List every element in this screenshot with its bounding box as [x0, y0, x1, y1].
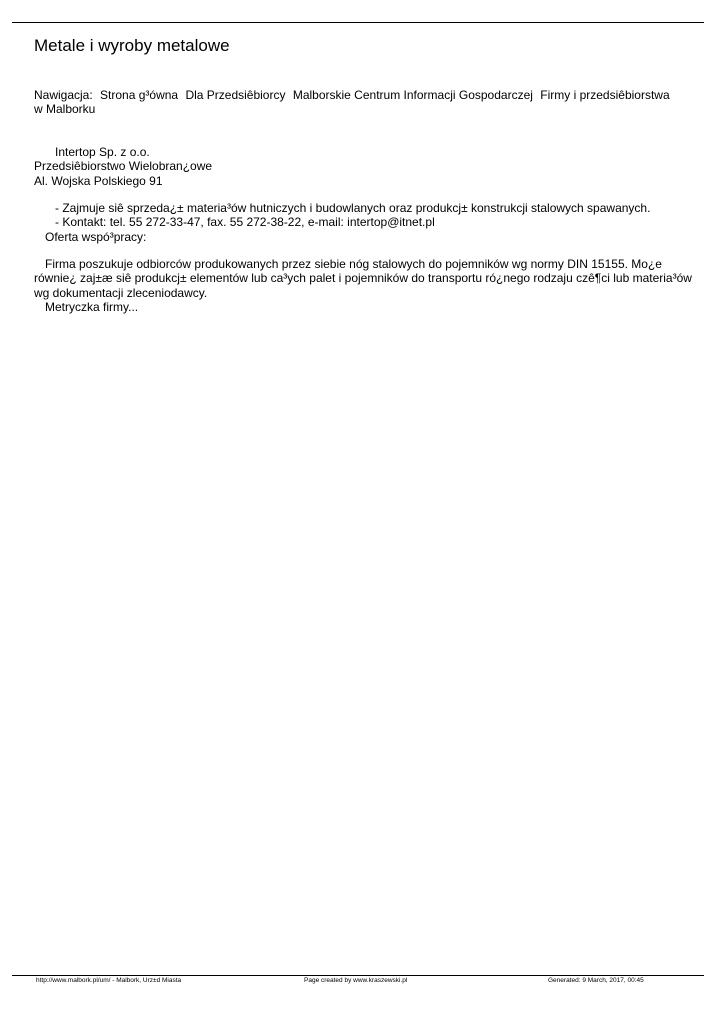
- footer-credit: Page created by www.kraszewski.pl: [304, 977, 408, 984]
- breadcrumb: [34, 89, 694, 102]
- breadcrumb-item-companies[interactable]: Firmy i przedsiêbiorstwa: [540, 88, 670, 102]
- breadcrumb-item-home[interactable]: Strona g³ówna: [100, 88, 179, 102]
- offer-text-line: równie¿ zaj±æ siê produkcj± elementów lub ca³ych palet i pojemników do transportu ró¿nego rodzaju czê¶ci lub materia³ów: [34, 271, 692, 285]
- offer-text-line: wg dokumentacji zleceniodawcy.: [34, 286, 208, 300]
- company-name: Intertop Sp. z o.o.: [55, 145, 150, 159]
- company-description: - Zajmuje siê sprzeda¿± materia³ów hutniczych i budowlanych oraz produkcj± konstrukcji stalowych spawanych.: [55, 201, 651, 215]
- company-profile-link[interactable]: [45, 301, 138, 314]
- footer-source-url: http://www.malbork.pl/um/ - Malbork, Urz±d Miasta: [36, 977, 182, 984]
- company-profile-link-text[interactable]: Metryczka firmy...: [45, 300, 139, 314]
- company-type: Przedsiêbiorstwo Wielobran¿owe: [34, 159, 213, 173]
- breadcrumb-item-for-entrepreneurs[interactable]: Dla Przedsiêbiorcy: [185, 88, 286, 102]
- company-contact: - Kontakt: tel. 55 272-33-47, fax. 55 272-38-22, e-mail: intertop@itnet.pl: [55, 215, 435, 229]
- header-divider: [12, 22, 704, 23]
- breadcrumb-continuation: [34, 103, 95, 116]
- offer-text-line: Firma poszukuje odbiorców produkowanych przez siebie nóg stalowych do pojemników wg normy DIN 15155. Mo¿e: [45, 257, 662, 271]
- breadcrumb-item-companies-continued[interactable]: w Malborku: [34, 102, 96, 116]
- footer-generated-date: Generated: 9 March, 2017, 00:45: [548, 977, 644, 984]
- footer-divider: [12, 975, 704, 976]
- page-title: Metale i wyroby metalowe: [34, 36, 230, 55]
- breadcrumb-label: Nawigacja:: [34, 88, 93, 102]
- breadcrumb-item-business-info-center[interactable]: Malborskie Centrum Informacji Gospodarczej: [292, 88, 533, 102]
- company-address: Al. Wojska Polskiego 91: [34, 174, 163, 188]
- offer-label: Oferta wspó³pracy:: [45, 230, 147, 244]
